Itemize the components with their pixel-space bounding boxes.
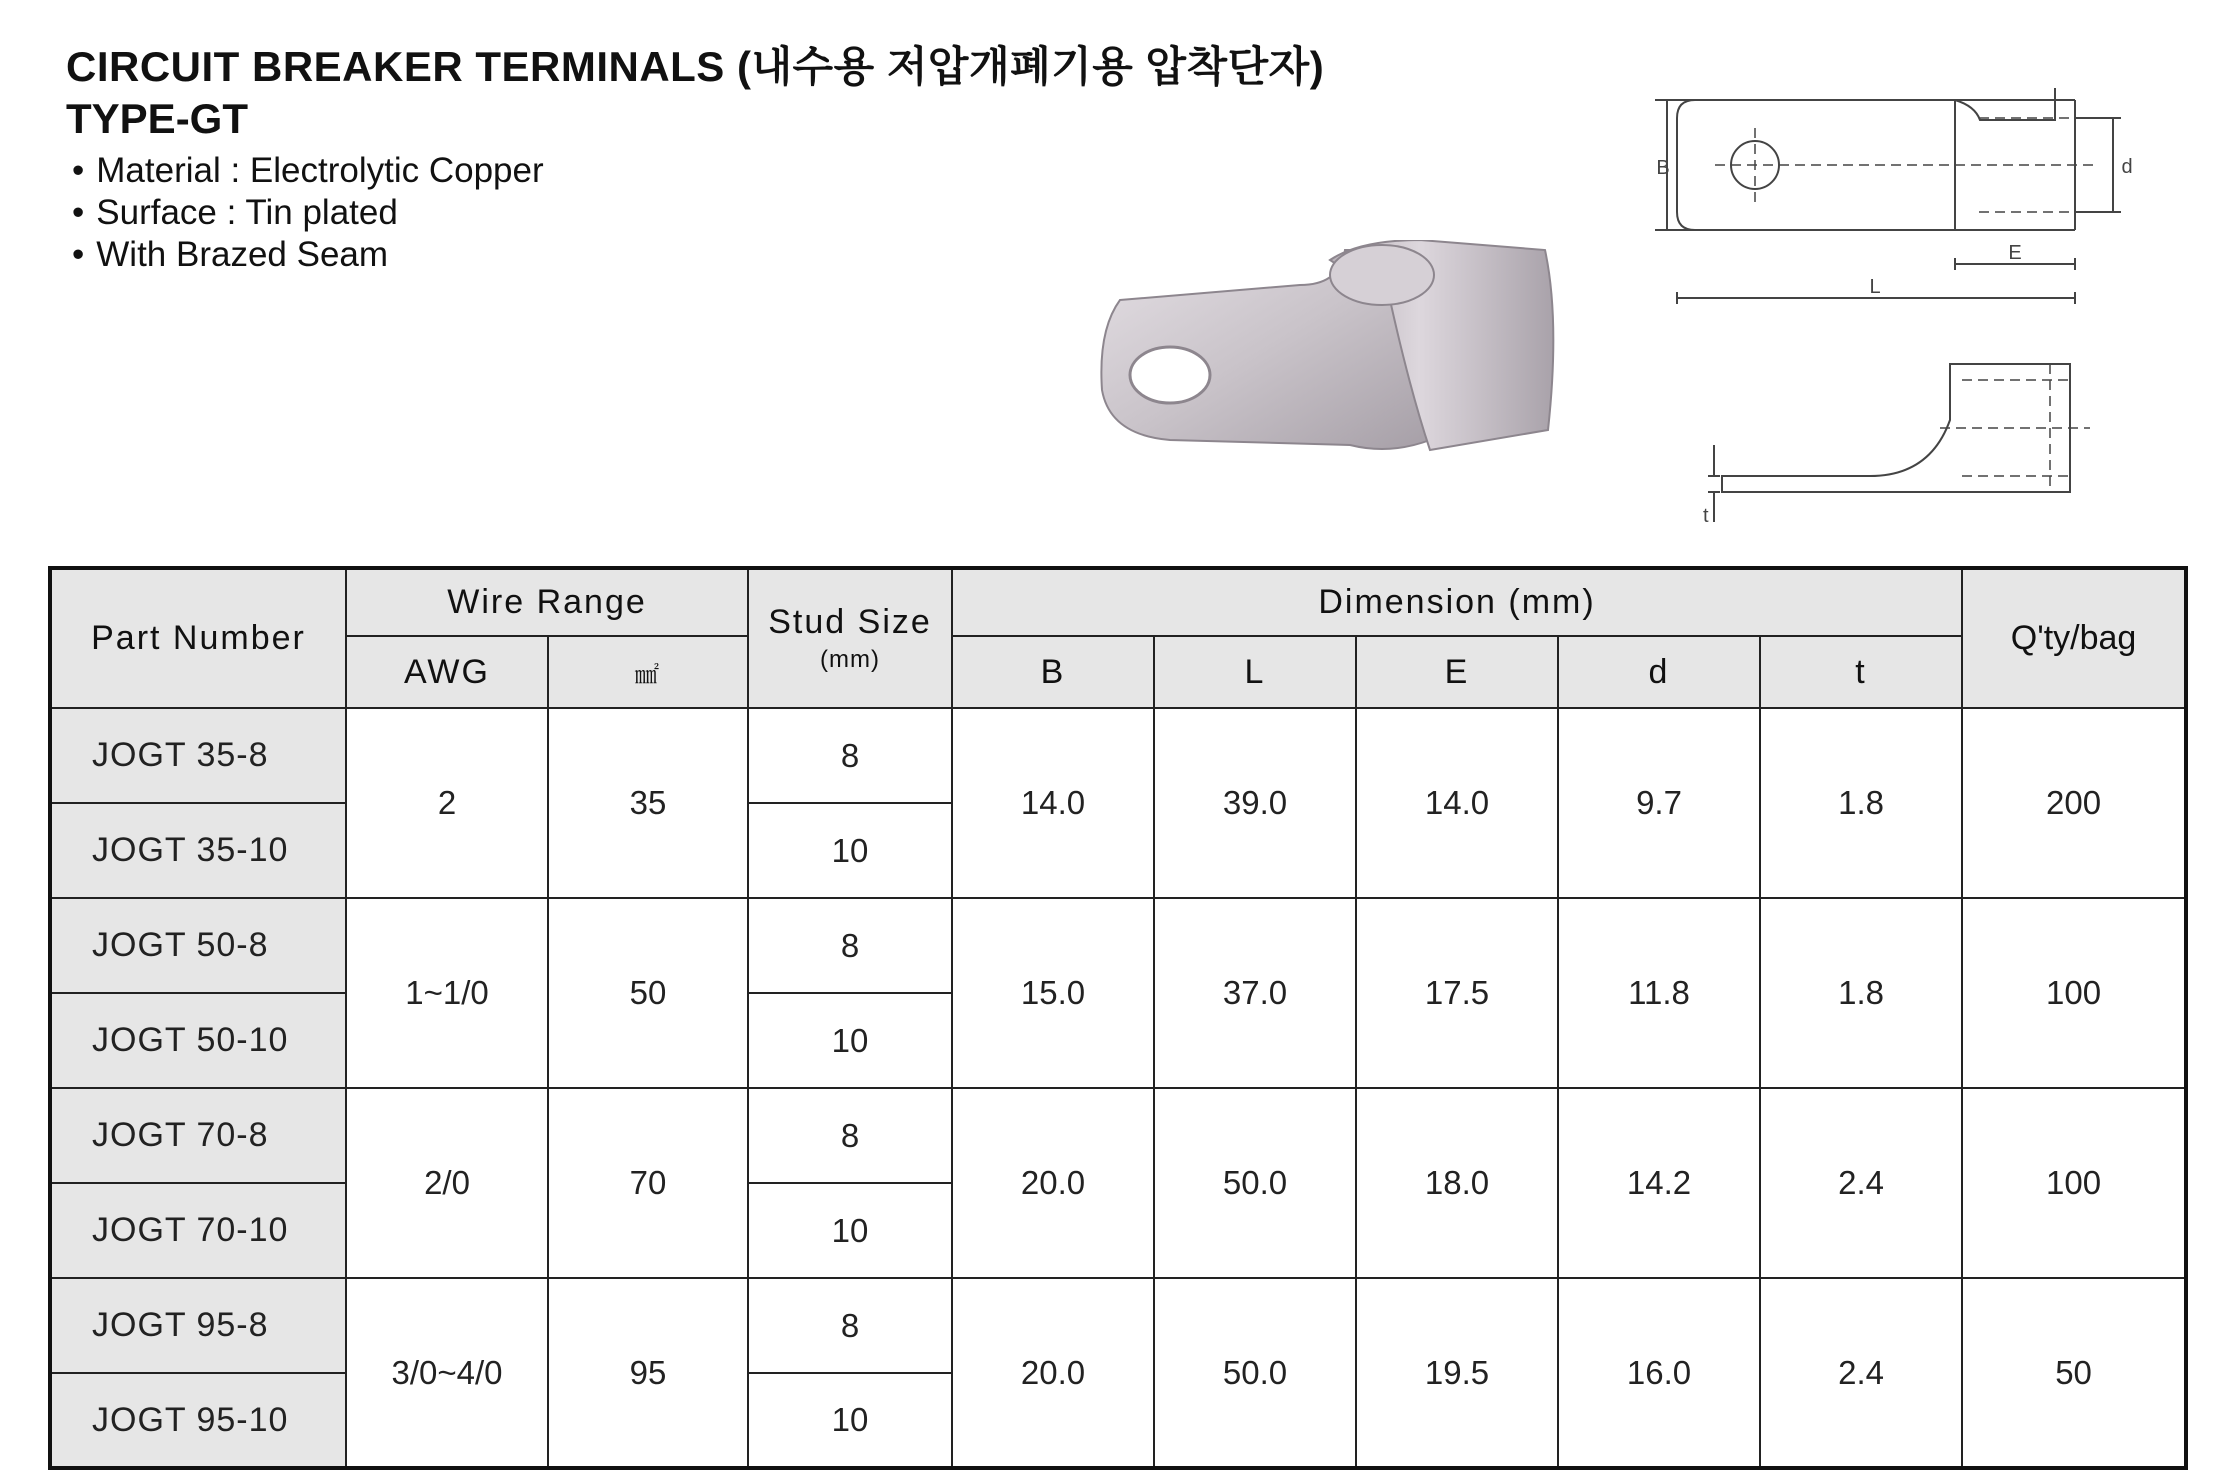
page-title: CIRCUIT BREAKER TERMINALS (내수용 저압개폐기용 압착단자) xyxy=(66,43,1325,90)
label-b: B xyxy=(1656,157,1670,179)
header-dimension: Dimension (mm) xyxy=(952,568,1962,636)
feature-material: • Material : Electrolytic Copper xyxy=(72,150,544,192)
label-e: E xyxy=(2008,242,2022,264)
stud-cell: 8 xyxy=(748,898,952,993)
dim-d-cell: 11.8 xyxy=(1558,898,1760,1088)
dim-t-cell: 1.8 xyxy=(1760,708,1962,898)
dimension-drawing-side xyxy=(1700,350,2100,540)
dim-d-cell: 9.7 xyxy=(1558,708,1760,898)
dim-l-cell: 39.0 xyxy=(1154,708,1356,898)
dim-b-cell: 20.0 xyxy=(952,1088,1154,1278)
spec-table xyxy=(48,566,2188,1470)
dim-e-cell: 19.5 xyxy=(1356,1278,1558,1468)
header-stud-size xyxy=(748,568,952,708)
header-l: L xyxy=(1154,636,1356,708)
header-part-number: Part Number xyxy=(50,568,346,708)
part-number-cell: JOGT 50-10 xyxy=(50,993,346,1088)
part-number-cell: JOGT 70-10 xyxy=(50,1183,346,1278)
stud-cell: 8 xyxy=(748,708,952,803)
dim-d-cell: 16.0 xyxy=(1558,1278,1760,1468)
mm2-cell: 35 xyxy=(548,708,748,898)
feature-list xyxy=(72,150,544,276)
mm2-cell: 70 xyxy=(548,1088,748,1278)
dim-l-cell: 50.0 xyxy=(1154,1278,1356,1468)
part-number-cell: JOGT 35-10 xyxy=(50,803,346,898)
dim-d-cell: 14.2 xyxy=(1558,1088,1760,1278)
stud-cell: 8 xyxy=(748,1088,952,1183)
header-t: t xyxy=(1760,636,1962,708)
part-number-cell: JOGT 95-10 xyxy=(50,1373,346,1468)
header-e: E xyxy=(1356,636,1558,708)
dim-b-cell: 15.0 xyxy=(952,898,1154,1088)
stud-cell: 10 xyxy=(748,993,952,1088)
header-wire-range: Wire Range xyxy=(346,568,748,636)
header-mm2: ㎟ xyxy=(548,636,748,708)
header-qty: Q'ty/bag xyxy=(1962,568,2186,708)
qty-cell: 100 xyxy=(1962,898,2186,1088)
part-number-cell: JOGT 50-8 xyxy=(50,898,346,993)
qty-cell: 200 xyxy=(1962,708,2186,898)
mm2-cell: 50 xyxy=(548,898,748,1088)
awg-cell: 2 xyxy=(346,708,548,898)
stud-cell: 10 xyxy=(748,803,952,898)
part-number-cell: JOGT 35-8 xyxy=(50,708,346,803)
feature-surface: • Surface : Tin plated xyxy=(72,192,544,234)
dim-t-cell: 1.8 xyxy=(1760,898,1962,1088)
type-label: TYPE-GT xyxy=(66,95,249,142)
label-l: L xyxy=(1869,276,1881,298)
dim-b-cell: 20.0 xyxy=(952,1278,1154,1468)
dim-e-cell: 17.5 xyxy=(1356,898,1558,1088)
qty-cell: 50 xyxy=(1962,1278,2186,1468)
awg-cell: 1~1/0 xyxy=(346,898,548,1088)
feature-seam: • With Brazed Seam xyxy=(72,234,544,276)
header-awg: AWG xyxy=(346,636,548,708)
dim-l-cell: 50.0 xyxy=(1154,1088,1356,1278)
header-d: d xyxy=(1558,636,1760,708)
stud-cell: 8 xyxy=(748,1278,952,1373)
stud-cell: 10 xyxy=(748,1373,952,1468)
stud-size-unit: (mm) xyxy=(820,646,880,673)
dimension-drawing-top xyxy=(1655,88,2145,328)
dim-t-cell: 2.4 xyxy=(1760,1278,1962,1468)
dim-l-cell: 37.0 xyxy=(1154,898,1356,1088)
terminal-photo xyxy=(1090,240,1560,470)
awg-cell: 2/0 xyxy=(346,1088,548,1278)
stud-size-label: Stud Size xyxy=(768,603,932,641)
qty-cell: 100 xyxy=(1962,1088,2186,1278)
dim-e-cell: 18.0 xyxy=(1356,1088,1558,1278)
stud-cell: 10 xyxy=(748,1183,952,1278)
dim-b-cell: 14.0 xyxy=(952,708,1154,898)
header-b: B xyxy=(952,636,1154,708)
mm2-cell: 95 xyxy=(548,1278,748,1468)
dim-t-cell: 2.4 xyxy=(1760,1088,1962,1278)
part-number-cell: JOGT 70-8 xyxy=(50,1088,346,1183)
dim-e-cell: 14.0 xyxy=(1356,708,1558,898)
part-number-cell: JOGT 95-8 xyxy=(50,1278,346,1373)
awg-cell: 3/0~4/0 xyxy=(346,1278,548,1468)
label-d: d xyxy=(2121,156,2133,178)
label-t: t xyxy=(1703,505,1709,527)
